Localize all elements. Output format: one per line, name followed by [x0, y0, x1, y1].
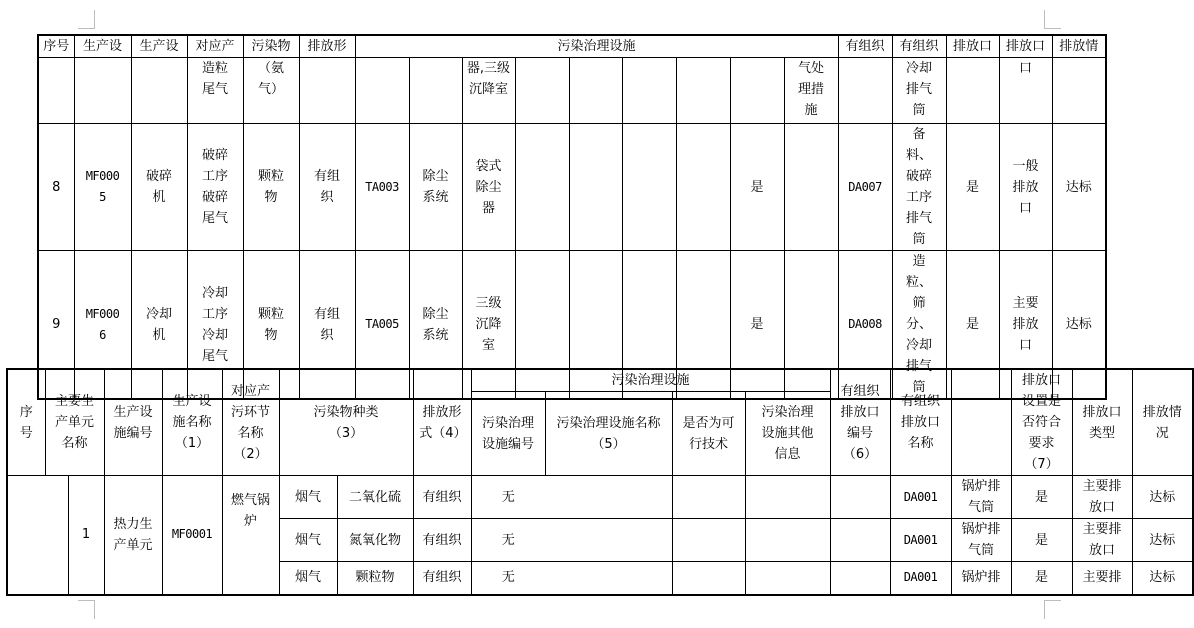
- table-cell: [946, 58, 999, 124]
- header-cell: 有组织排放口编号（6）: [830, 369, 890, 476]
- header-cell: 排放情: [1052, 35, 1106, 58]
- pollutant: 颗粒物: [337, 562, 413, 595]
- table-header-row: [38, 35, 1106, 58]
- pollutant: 二氧化硫: [337, 476, 413, 519]
- table-cell: [545, 519, 672, 562]
- table-cell: [745, 519, 830, 562]
- header-cell: [951, 369, 1011, 476]
- emission-link: 破碎工序破碎尾气: [187, 124, 243, 251]
- header-cell: 生产设施编号: [104, 369, 162, 476]
- feasible-tech: 是: [730, 251, 784, 400]
- emission-link: 烟气: [279, 519, 337, 562]
- outlet-type: 主要排放口: [1072, 476, 1132, 519]
- facility-code: 无: [471, 562, 545, 595]
- table-cell: [409, 58, 462, 124]
- header-cell: 排放口: [999, 35, 1052, 58]
- header-cell: 序号: [38, 35, 74, 58]
- header-cell: 污染治理设施: [471, 369, 830, 392]
- outlet-compliant: 是: [1011, 476, 1072, 519]
- header-cell: 主要生产单元名称: [45, 369, 104, 476]
- table-cell: [515, 58, 569, 124]
- emission-status: 达标: [1132, 519, 1193, 562]
- table-cell: [569, 124, 622, 251]
- table-cell: [355, 58, 409, 124]
- facility-name: 袋式除尘器: [462, 124, 515, 251]
- outlet-code: DA001: [890, 476, 951, 519]
- table-cell: [545, 476, 672, 519]
- row-number: 8: [38, 124, 74, 251]
- outlet-code: DA001: [890, 519, 951, 562]
- table-cell: [672, 519, 745, 562]
- table-header-row: [7, 369, 1193, 392]
- facility-name: 燃气锅炉: [222, 476, 279, 595]
- emission-table-continued: [37, 34, 1107, 400]
- table-cell: [730, 58, 784, 124]
- header-cell: 对应产: [187, 35, 243, 58]
- header-cell: 污染治理设施其他信息: [745, 392, 830, 476]
- table-cell: [672, 476, 745, 519]
- table-cell: [672, 562, 745, 595]
- table-cell: [74, 58, 131, 124]
- table-cell: [622, 124, 676, 251]
- facility-code: TA005: [355, 251, 409, 400]
- table-cell: （氨气）: [243, 58, 299, 124]
- header-cell: 污染治理设施: [355, 35, 838, 58]
- facility-type: 除尘系统: [409, 124, 462, 251]
- facility-name: 三级沉降室: [462, 251, 515, 400]
- header-cell: 有组织排放口名称: [890, 369, 951, 476]
- outlet-name: 造粒、筛分、冷却排气筒: [892, 251, 946, 400]
- table-cell: [7, 476, 68, 595]
- unit-name: 破碎机: [131, 124, 187, 251]
- table-cell: [545, 562, 672, 595]
- table-cell: 器,三级沉降室: [462, 58, 515, 124]
- table-cell: 冷却排气筒: [892, 58, 946, 124]
- outlet-code: DA007: [838, 124, 892, 251]
- table-cell: 口: [999, 58, 1052, 124]
- facility-type: 除尘系统: [409, 251, 462, 400]
- emission-form: 有组织: [413, 562, 471, 595]
- table-cell: [830, 562, 890, 595]
- table-cell: [515, 124, 569, 251]
- outlet-code: DA001: [890, 562, 951, 595]
- emission-form: 有组织: [299, 124, 355, 251]
- outlet-compliant: 是: [1011, 562, 1072, 595]
- table-cell: [131, 58, 187, 124]
- table-row: [7, 476, 1193, 519]
- emission-status: 达标: [1052, 251, 1106, 400]
- header-cell: 排放口类型: [1072, 369, 1132, 476]
- page-corner-mark: [78, 600, 95, 619]
- outlet-type: 主要排: [1072, 562, 1132, 595]
- outlet-name: 备料、破碎工序排气筒: [892, 124, 946, 251]
- header-cell: 序号: [7, 369, 45, 476]
- header-cell: 对应产污环节名称（2）: [222, 369, 279, 476]
- table-cell: [1052, 58, 1106, 124]
- header-cell: 污染治理设施名称（5）: [545, 392, 672, 476]
- pollutant: 颗粒物: [243, 251, 299, 400]
- emission-link: 烟气: [279, 476, 337, 519]
- page-corner-mark: [1044, 10, 1061, 29]
- outlet-compliant: 是: [946, 251, 999, 400]
- emission-form: 有组织: [413, 476, 471, 519]
- outlet-name: 锅炉排气筒: [951, 476, 1011, 519]
- table-row: [38, 58, 1106, 124]
- outlet-compliant: 是: [946, 124, 999, 251]
- emission-link: 冷却工序冷却尾气: [187, 251, 243, 400]
- header-cell: 排放情况: [1132, 369, 1193, 476]
- emission-status: 达标: [1132, 562, 1193, 595]
- page-corner-mark: [78, 10, 95, 29]
- outlet-compliant: 是: [1011, 519, 1072, 562]
- table-cell: [299, 58, 355, 124]
- row-number: 9: [38, 251, 74, 400]
- outlet-name: 锅炉排: [951, 562, 1011, 595]
- header-cell: 污染治理设施编号: [471, 392, 545, 476]
- table-cell: [838, 58, 892, 124]
- table-cell: [676, 58, 730, 124]
- page-corner-mark: [1044, 600, 1061, 619]
- outlet-type: 一般排放口: [999, 124, 1052, 251]
- header-cell: 生产设: [74, 35, 131, 58]
- header-cell: 排放口设置是否符合要求（7）: [1011, 369, 1072, 476]
- outlet-type: 主要排放口: [999, 251, 1052, 400]
- header-cell: 污染物: [243, 35, 299, 58]
- outlet-name: 锅炉排气筒: [951, 519, 1011, 562]
- facility-code: TA003: [355, 124, 409, 251]
- table-cell: [38, 58, 74, 124]
- header-cell: 排放形: [299, 35, 355, 58]
- table-cell: [676, 124, 730, 251]
- unit-code: MF0001: [162, 476, 222, 595]
- table-row: [38, 124, 1106, 251]
- emission-form: 有组织: [413, 519, 471, 562]
- emission-status: 达标: [1132, 476, 1193, 519]
- table-cell: 造粒尾气: [187, 58, 243, 124]
- table-cell: [830, 519, 890, 562]
- header-cell: 是否为可行技术: [672, 392, 745, 476]
- facility-code: 无: [471, 476, 545, 519]
- header-cell: 生产设: [131, 35, 187, 58]
- table-cell: [569, 58, 622, 124]
- emission-status: 达标: [1052, 124, 1106, 251]
- emission-form: 有组织: [299, 251, 355, 400]
- header-cell: 排放口: [946, 35, 999, 58]
- outlet-code: DA008: [838, 251, 892, 400]
- header-cell: 有组织: [892, 35, 946, 58]
- unit-name: 冷却机: [131, 251, 187, 400]
- unit-code: MF0005: [74, 124, 131, 251]
- table-cell: [784, 124, 838, 251]
- table-cell: [745, 562, 830, 595]
- emission-link: 烟气: [279, 562, 337, 595]
- header-cell: 生产设施名称（1）: [162, 369, 222, 476]
- header-cell: 排放形式（4）: [413, 369, 471, 476]
- row-number: 1: [68, 476, 104, 595]
- table-cell: [622, 58, 676, 124]
- table-cell: [745, 476, 830, 519]
- pollutant: 颗粒物: [243, 124, 299, 251]
- pollutant: 氮氧化物: [337, 519, 413, 562]
- table-cell: 气处理措施: [784, 58, 838, 124]
- outlet-type: 主要排放口: [1072, 519, 1132, 562]
- header-cell: 有组织: [838, 35, 892, 58]
- emission-table-boiler: [6, 368, 1194, 596]
- unit-name: 热力生产单元: [104, 476, 162, 595]
- header-cell: 污染物种类（3）: [279, 369, 413, 476]
- facility-code: 无: [471, 519, 545, 562]
- unit-code: MF0006: [74, 251, 131, 400]
- feasible-tech: 是: [730, 124, 784, 251]
- table-cell: [830, 476, 890, 519]
